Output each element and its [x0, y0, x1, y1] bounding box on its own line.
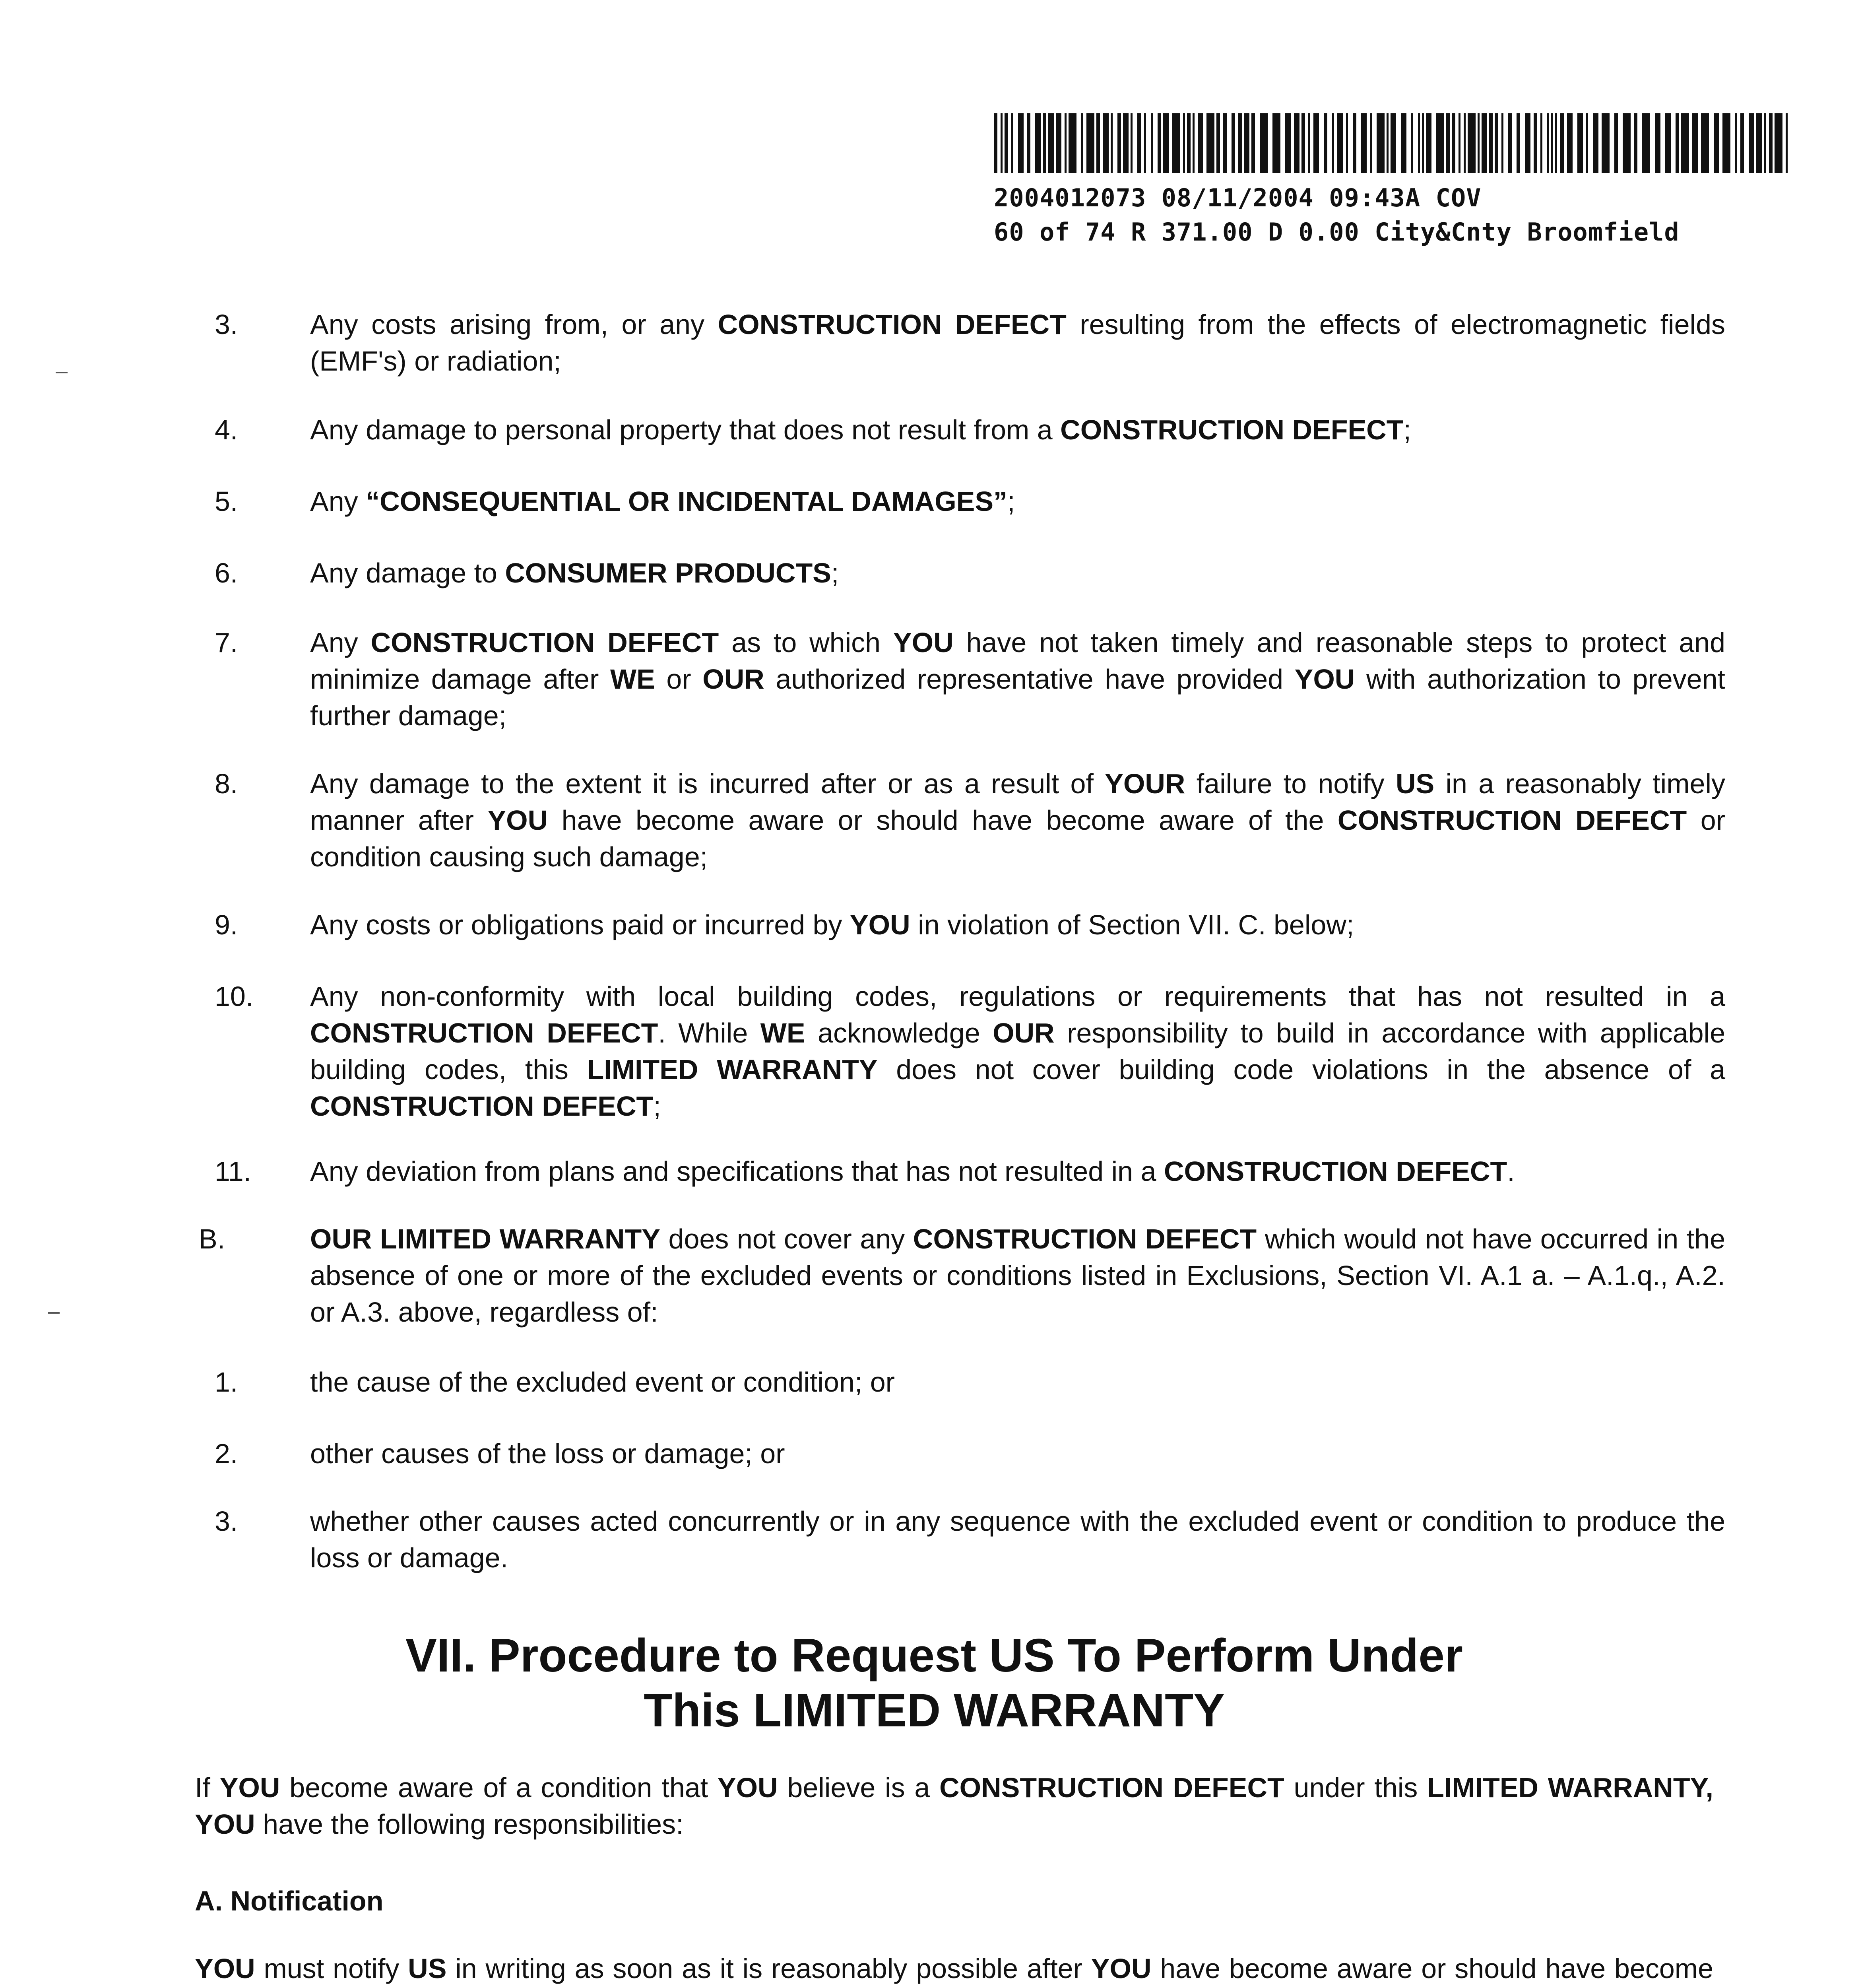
barcode-bar — [1035, 113, 1041, 173]
barcode-bar — [1391, 113, 1396, 173]
barcode-bar — [1131, 113, 1133, 173]
item-number: B. — [199, 1223, 225, 1254]
item-number: 5. — [215, 486, 238, 517]
barcode-bar — [1436, 113, 1444, 173]
intro-paragraph: If YOU become aware of a condition that YOU believe is a CONSTRUCTION DEFECT under this LIMITED WARRANTY, YOU have the following responsibilities: — [195, 1772, 1713, 1840]
recording-stamp — [994, 181, 1829, 249]
barcode-bar — [1593, 113, 1598, 173]
barcode-bar — [1238, 113, 1242, 173]
barcode-bar — [1655, 113, 1660, 173]
barcode-bar — [1043, 113, 1046, 173]
item-text: Any costs or obligations paid or incurred by YOU in violation of Section VII. C. below; — [310, 909, 1354, 940]
barcode-bar — [1001, 113, 1003, 173]
barcode-bar — [1517, 113, 1520, 173]
barcode-bar — [994, 113, 997, 173]
item-number: 6. — [215, 557, 238, 588]
item-number: 3. — [215, 1506, 238, 1537]
barcode-bar — [1232, 113, 1235, 173]
barcode-bar — [1586, 113, 1588, 173]
heading-line-2: This LIMITED WARRANTY — [644, 1684, 1225, 1737]
barcode-bar — [1069, 113, 1076, 173]
item-number: 1. — [215, 1367, 238, 1398]
item-number: 3. — [215, 309, 238, 340]
barcode-bar — [1418, 113, 1420, 173]
item-text: Any costs arising from, or any CONSTRUCTION DEFECT resulting from the effects of electromagnetic fields (EMF's) or radiation; — [310, 309, 1726, 377]
barcode-bar — [1337, 113, 1343, 173]
barcode-bar — [1163, 113, 1169, 173]
barcode-bar — [1187, 113, 1191, 173]
barcode-bar — [1198, 113, 1203, 173]
barcode-bar — [1426, 113, 1431, 173]
heading-line-1: VII. Procedure to Request US To Perform Under — [405, 1629, 1463, 1682]
barcode-bar — [1103, 113, 1109, 173]
barcode-bar — [1642, 113, 1650, 173]
barcode-bar — [1495, 113, 1498, 173]
barcode-bar — [1272, 113, 1280, 173]
barcode-bar — [1701, 113, 1709, 173]
barcode-bar — [1534, 113, 1537, 173]
barcode-bar — [1468, 113, 1476, 173]
barcode-bar — [1540, 113, 1542, 173]
barcode-bar — [1011, 113, 1013, 173]
barcode-bar — [1567, 113, 1573, 173]
barcode-bar — [1361, 113, 1367, 173]
barcode-bar — [1332, 113, 1334, 173]
barcode-bar — [1602, 113, 1610, 173]
item-text: Any deviation from plans and specifications that has not resulted in a CONSTRUCTION DEFECT. — [310, 1156, 1515, 1187]
item-text: Any damage to the extent it is incurred after or as a result of YOUR failure to notify US in a reasonably timely manner after YOU have become aware or should have become aware of the CONSTRUCTION DEFECT or condition causing such damage; — [310, 768, 1726, 872]
barcode-bar — [1353, 113, 1356, 173]
barcode-bar — [1223, 113, 1227, 173]
barcode-bar — [1216, 113, 1220, 173]
barcode-bar — [1525, 113, 1530, 173]
barcode-bar — [1172, 113, 1180, 173]
barcode-bar — [1422, 113, 1424, 173]
scan-mark — [48, 1312, 60, 1314]
barcode-bar — [1756, 113, 1762, 173]
section-heading — [278, 1628, 1590, 1738]
barcode-bar — [1482, 113, 1487, 173]
barcode-bar — [1183, 113, 1185, 173]
barcode-bar — [1096, 113, 1100, 173]
item-number: 10. — [215, 981, 254, 1012]
scan-mark — [56, 372, 68, 373]
barcode-bar — [1260, 113, 1268, 173]
barcode-bar — [1740, 113, 1744, 173]
barcode-bar — [1206, 113, 1214, 173]
item-text: Any damage to personal property that does not result from a CONSTRUCTION DEFECT; — [310, 414, 1411, 445]
item-number: 7. — [215, 627, 238, 658]
barcode-bar — [1056, 113, 1061, 173]
barcode-bar — [1634, 113, 1637, 173]
barcode-bar — [1411, 113, 1413, 173]
item-number: 4. — [215, 414, 238, 445]
barcode-bar — [1117, 113, 1121, 173]
item-text: whether other causes acted concurrently or in any sequence with the excluded event or condition to produce the loss or damage. — [310, 1506, 1725, 1573]
barcode-bar — [1048, 113, 1054, 173]
barcode-bar — [1786, 113, 1788, 173]
barcode-bar — [1623, 113, 1631, 173]
barcode — [994, 113, 1793, 173]
barcode-bar — [1501, 113, 1503, 173]
barcode-bar — [1065, 113, 1067, 173]
item-number: 8. — [215, 768, 238, 799]
barcode-bar — [1551, 113, 1553, 173]
barcode-bar — [1193, 113, 1195, 173]
item-number: 9. — [215, 909, 238, 940]
barcode-bar — [1086, 113, 1094, 173]
barcode-bar — [1547, 113, 1549, 173]
barcode-bar — [1151, 113, 1153, 173]
barcode-bar — [1158, 113, 1161, 173]
barcode-bar — [1614, 113, 1618, 173]
item-number: 11. — [215, 1156, 252, 1187]
barcode-bar — [1714, 113, 1719, 173]
item-text: OUR LIMITED WARRANTY does not cover any CONSTRUCTION DEFECT which would not have occurred in the absence of one or more of the excluded events or conditions listed in Exclusions, Section VI. A.1 a. – A.1.q., A.2. or A.3. above, regardless of: — [310, 1223, 1726, 1328]
barcode-bar — [1508, 113, 1512, 173]
barcode-bar — [1560, 113, 1564, 173]
barcode-bar — [1137, 113, 1141, 173]
barcode-bar — [1681, 113, 1689, 173]
item-text: Any damage to CONSUMER PRODUCTS; — [310, 557, 839, 588]
barcode-bar — [1769, 113, 1773, 173]
stamp-line-1: 2004012073 08/11/2004 09:43A COV — [994, 183, 1482, 212]
barcode-bar — [1081, 113, 1083, 173]
barcode-bar — [1692, 113, 1698, 173]
barcode-bar — [1301, 113, 1305, 173]
notification-paragraph-1: YOU must notify US in writing as soon as it is reasonably possible after YOU have become aware or should have become — [195, 1953, 1714, 1984]
barcode-bar — [1735, 113, 1737, 173]
barcode-bar — [1285, 113, 1291, 173]
item-text: Any “CONSEQUENTIAL OR INCIDENTAL DAMAGES”; — [310, 486, 1015, 517]
barcode-bar — [1313, 113, 1319, 173]
barcode-bar — [1764, 113, 1766, 173]
subheading: A. Notification — [195, 1885, 384, 1916]
item-number: 2. — [215, 1438, 238, 1469]
barcode-bar — [1676, 113, 1679, 173]
barcode-bar — [1251, 113, 1255, 173]
item-text: Any CONSTRUCTION DEFECT as to which YOU have not taken timely and reasonable steps to protect and minimize damage after WE or OUR authorized representative have provided YOU with authorization to prevent further damage; — [310, 627, 1726, 731]
barcode-bar — [1489, 113, 1493, 173]
barcode-bar — [1665, 113, 1671, 173]
barcode-bar — [1446, 113, 1450, 173]
barcode-bar — [1123, 113, 1129, 173]
stamp-line-2: 60 of 74 R 371.00 D 0.00 City&Cnty Broomfield — [994, 217, 1680, 247]
barcode-bar — [1370, 113, 1372, 173]
barcode-bar — [1464, 113, 1466, 173]
barcode-bar — [1387, 113, 1389, 173]
barcode-bar — [1144, 113, 1146, 173]
barcode-bar — [1401, 113, 1406, 173]
barcode-bar — [1452, 113, 1455, 173]
barcode-bar — [1018, 113, 1024, 173]
barcode-bar — [1478, 113, 1480, 173]
item-text: other causes of the loss or damage; or — [310, 1438, 785, 1469]
barcode-bar — [1005, 113, 1008, 173]
barcode-bar — [1324, 113, 1327, 173]
barcode-bar — [1459, 113, 1460, 173]
barcode-bar — [1377, 113, 1385, 173]
barcode-bar — [1294, 113, 1299, 173]
barcode-bar — [1577, 113, 1583, 173]
barcode-bar — [1308, 113, 1310, 173]
barcode-bar — [1244, 113, 1249, 173]
barcode-bar — [1555, 113, 1557, 173]
barcode-bar — [1346, 113, 1348, 173]
barcode-bar — [1027, 113, 1030, 173]
barcode-bar — [1749, 113, 1754, 173]
barcode-bar — [1111, 113, 1113, 173]
barcode-bar — [1722, 113, 1730, 173]
item-text: the cause of the excluded event or condition; or — [310, 1367, 895, 1398]
item-text: Any non-conformity with local building codes, regulations or requirements that has not resulted in a CONSTRUCTION DEFECT. While WE acknowledge OUR responsibility to build in accordance with applicable building codes, this LIMITED WARRANTY does not cover building code violations in the absence of a CONSTRUCTION DEFECT; — [310, 981, 1725, 1122]
barcode-bar — [1775, 113, 1782, 173]
